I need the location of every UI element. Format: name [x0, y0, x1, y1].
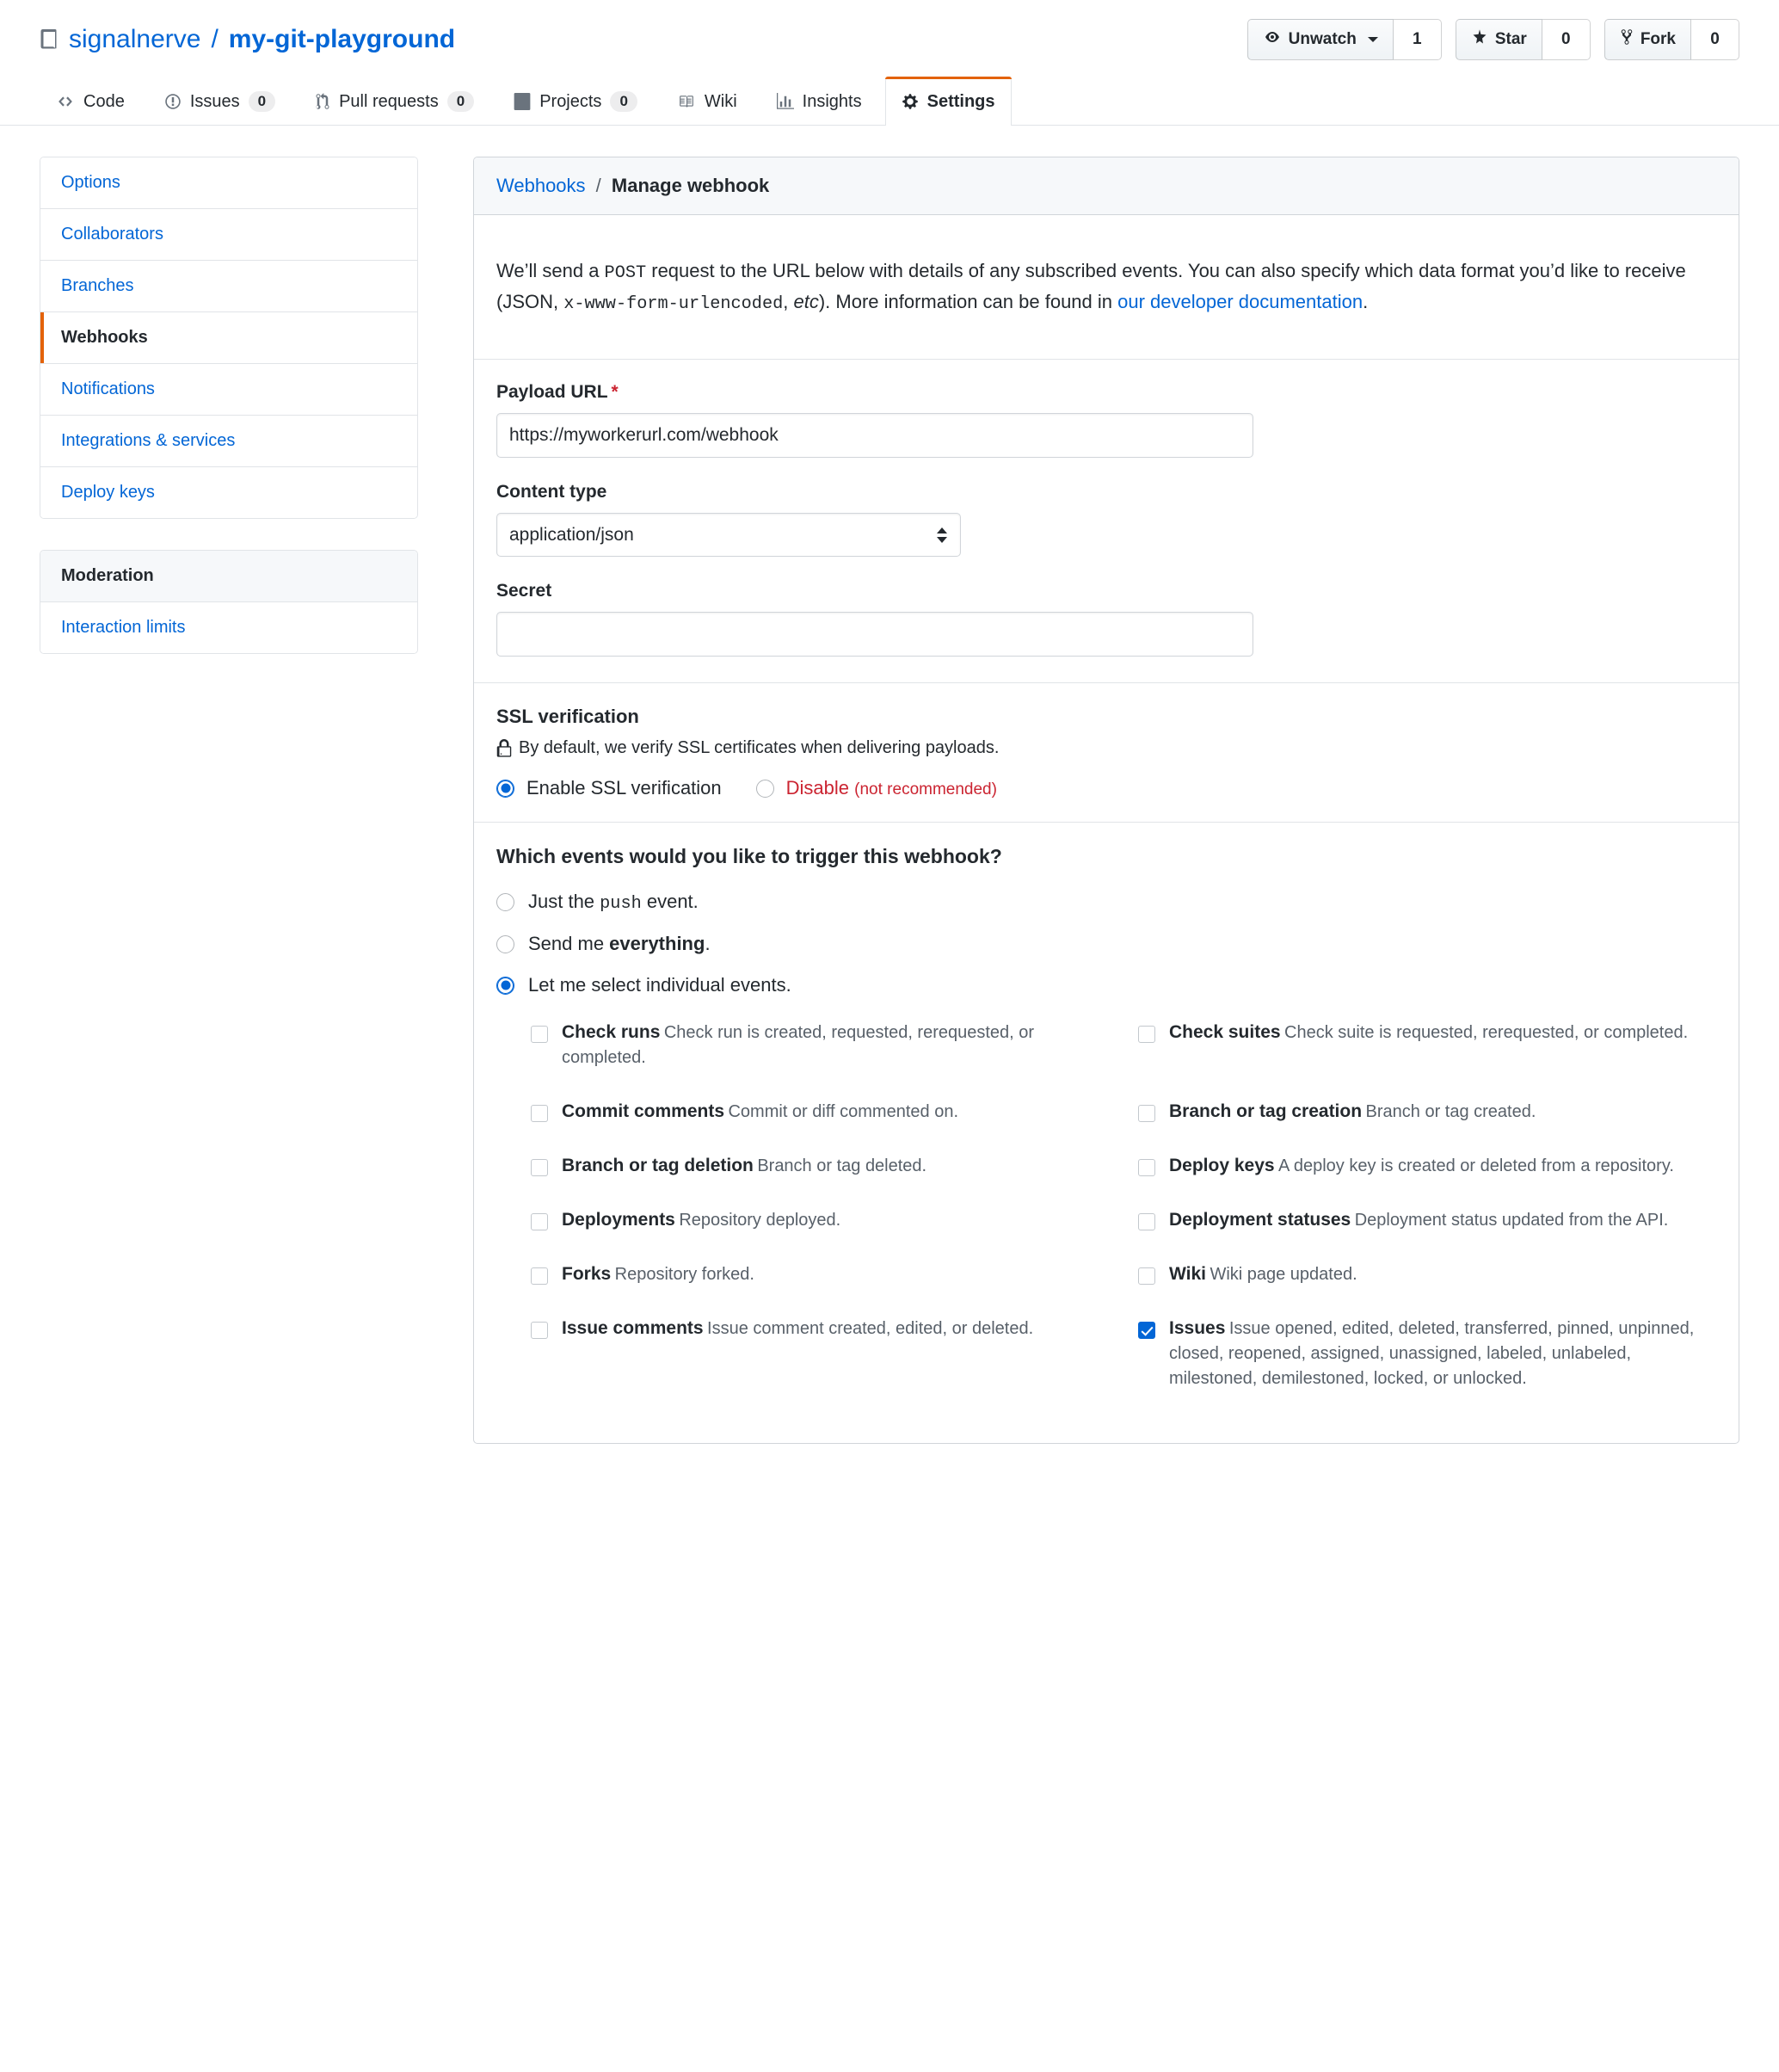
tab-insights[interactable] — [760, 77, 878, 126]
repo-actions — [1247, 19, 1739, 60]
tab-pull-requests[interactable] — [299, 77, 490, 126]
event-name: Check suites — [1169, 1022, 1281, 1043]
tab-issues[interactable] — [148, 77, 292, 126]
chevron-down-icon — [1368, 37, 1378, 42]
event-checkbox-deployment-statuses[interactable] — [1138, 1213, 1155, 1230]
event-desc: Branch or tag deleted. — [757, 1156, 927, 1176]
intro-part-1: We’ll send a — [496, 260, 605, 282]
event-checkbox-branch-or-tag-creation[interactable] — [1138, 1105, 1155, 1122]
repo-icon — [40, 28, 60, 51]
main-panel — [473, 157, 1739, 1444]
payload-url-field — [496, 382, 1716, 458]
gear-icon — [902, 93, 919, 110]
event-name: Deployment statuses — [1169, 1210, 1351, 1230]
book-icon — [677, 94, 696, 109]
events-section — [474, 823, 1739, 1443]
code-icon — [56, 94, 75, 109]
moderation-heading: Moderation — [40, 551, 417, 602]
event-item-commit-comments[interactable] — [531, 1100, 1109, 1154]
secret-label: Secret — [496, 581, 552, 601]
event-item-deployment-statuses[interactable] — [1138, 1208, 1716, 1262]
tab-settings[interactable] — [885, 77, 1012, 126]
event-text — [562, 1317, 1033, 1341]
event-item-check-suites[interactable] — [1138, 1021, 1716, 1100]
event-choice-individual-label: Let me select individual events. — [528, 974, 791, 996]
event-item-wiki[interactable] — [1138, 1262, 1716, 1317]
event-text — [562, 1100, 958, 1125]
event-desc: Issue comment created, edited, or deleted. — [707, 1319, 1034, 1339]
ssl-note-text: By default, we verify SSL certificates when delivering payloads. — [519, 738, 1000, 758]
content-type-select[interactable] — [496, 513, 961, 557]
repo-owner-link[interactable]: signalnerve — [69, 25, 201, 53]
webhook-box — [473, 157, 1739, 1444]
event-item-deployments[interactable] — [531, 1208, 1109, 1262]
payload-url-label-text: Payload URL — [496, 382, 608, 403]
event-choice-push-prefix: Just the — [528, 891, 600, 913]
tab-issues-count: 0 — [249, 91, 275, 112]
event-choice-everything[interactable] — [496, 933, 1716, 955]
intro-section — [474, 215, 1739, 360]
breadcrumb-separator: / — [595, 175, 601, 197]
event-name: Wiki — [1169, 1264, 1206, 1285]
event-text — [1169, 1021, 1688, 1045]
event-checkbox-wiki[interactable] — [1138, 1267, 1155, 1285]
event-checkbox-grid — [531, 1021, 1716, 1421]
sidebar-item-notifications[interactable]: Notifications — [40, 364, 417, 416]
event-name: Check runs — [562, 1022, 661, 1043]
ssl-radio-group — [496, 777, 1716, 799]
tab-projects-count: 0 — [610, 91, 637, 112]
event-desc: Repository forked. — [614, 1265, 754, 1285]
event-checkbox-branch-or-tag-deletion[interactable] — [531, 1159, 548, 1176]
content-type-field — [496, 482, 1716, 557]
breadcrumb-current: Manage webhook — [611, 175, 770, 197]
event-item-deploy-keys[interactable] — [1138, 1154, 1716, 1208]
secret-field — [496, 581, 1716, 657]
event-text — [562, 1262, 754, 1287]
event-choice-everything-radio[interactable] — [496, 935, 514, 953]
intro-part-4: ). More information can be found in — [818, 290, 1118, 312]
event-checkbox-issues[interactable] — [1138, 1322, 1155, 1339]
event-item-issue-comments[interactable] — [531, 1317, 1109, 1421]
ssl-note — [496, 738, 1716, 758]
event-choice-everything-prefix: Send me — [528, 933, 610, 955]
event-checkbox-check-runs[interactable] — [531, 1026, 548, 1043]
event-name: Issues — [1169, 1318, 1226, 1339]
sidebar-item-integrations-services[interactable]: Integrations & services — [40, 416, 417, 467]
lock-icon — [496, 739, 512, 758]
fork-button[interactable] — [1604, 19, 1691, 60]
event-name: Forks — [562, 1264, 612, 1285]
content-type-select-wrap — [496, 513, 961, 557]
repo-name-link[interactable]: my-git-playground — [228, 25, 456, 53]
event-desc: Branch or tag created. — [1365, 1102, 1536, 1122]
tab-pull-requests-count: 0 — [447, 91, 474, 112]
star-count: 0 — [1542, 19, 1591, 60]
event-choice-everything-label — [528, 933, 711, 955]
ssl-section-title: SSL verification — [496, 706, 639, 728]
intro-code-urlencoded: x-www-form-urlencoded — [563, 293, 784, 314]
ssl-disable-option[interactable] — [756, 777, 997, 799]
event-item-forks[interactable] — [531, 1262, 1109, 1317]
repo-header — [0, 0, 1779, 55]
event-choice-push[interactable] — [496, 891, 1716, 914]
tab-code-label: Code — [83, 92, 125, 112]
fork-button-group — [1604, 19, 1739, 60]
project-icon — [514, 93, 531, 110]
event-checkbox-deploy-keys[interactable] — [1138, 1159, 1155, 1176]
tab-wiki-label: Wiki — [704, 92, 737, 112]
ssl-disable-radio[interactable] — [756, 780, 774, 798]
sidebar-item-branches[interactable]: Branches — [40, 261, 417, 312]
intro-code-post: POST — [604, 263, 647, 284]
secret-input[interactable] — [496, 612, 1253, 657]
event-choice-push-radio[interactable] — [496, 893, 514, 911]
event-item-check-runs[interactable] — [531, 1021, 1109, 1100]
event-checkbox-deployments[interactable] — [531, 1213, 548, 1230]
ssl-disable-label: Disable — [785, 777, 850, 799]
event-desc: Commit or diff commented on. — [728, 1102, 958, 1122]
event-choice-individual[interactable] — [496, 974, 1716, 996]
event-desc: Check run is created, requested, rerequested, or completed. — [562, 1023, 1035, 1068]
intro-part-2: request to the URL below with details of any subscribed events. You can also specify which data format you’d like to receive (JSON, — [496, 260, 1686, 312]
payload-url-label — [496, 382, 1716, 403]
event-name: Commit comments — [562, 1101, 725, 1122]
payload-url-input[interactable] — [496, 413, 1253, 458]
sidebar-item-webhooks[interactable]: Webhooks — [40, 312, 417, 364]
repo-nav — [0, 76, 1779, 126]
event-item-branch-or-tag-deletion[interactable] — [531, 1154, 1109, 1208]
repo-title-separator: / — [211, 25, 219, 53]
event-checkbox-check-suites[interactable] — [1138, 1026, 1155, 1043]
tab-settings-label: Settings — [926, 92, 995, 112]
event-text — [562, 1208, 840, 1233]
star-button-group — [1456, 19, 1591, 60]
ssl-enable-label: Enable SSL verification — [526, 777, 722, 799]
intro-em-etc: etc — [793, 290, 819, 312]
event-checkbox-forks[interactable] — [531, 1267, 548, 1285]
content-type-label: Content type — [496, 482, 607, 503]
event-desc: Deployment status updated from the API. — [1354, 1211, 1669, 1230]
tab-pull-requests-label: Pull requests — [339, 92, 439, 112]
event-choice-push-label — [528, 891, 699, 914]
tab-insights-label: Insights — [802, 92, 862, 112]
developer-documentation-link[interactable]: our developer documentation — [1117, 290, 1363, 312]
event-choice-individual-radio[interactable] — [496, 977, 514, 995]
event-desc: Check suite is requested, rerequested, or completed. — [1284, 1023, 1689, 1043]
watch-button-group — [1247, 19, 1442, 60]
sidebar-item-options[interactable]: Options — [40, 157, 417, 209]
tab-projects[interactable] — [497, 77, 654, 126]
event-text — [1169, 1154, 1674, 1179]
ssl-enable-radio[interactable] — [496, 780, 514, 798]
star-button[interactable] — [1456, 19, 1542, 60]
intro-text — [496, 256, 1701, 318]
sidebar-item-interaction-limits[interactable]: Interaction limits — [40, 602, 417, 653]
webhook-fields-section — [474, 360, 1739, 683]
event-desc: Wiki page updated. — [1210, 1265, 1357, 1285]
event-item-branch-or-tag-creation[interactable] — [1138, 1100, 1716, 1154]
event-text — [1169, 1100, 1536, 1125]
event-name: Deployments — [562, 1210, 675, 1230]
required-marker: * — [611, 382, 619, 403]
event-name: Issue comments — [562, 1318, 704, 1339]
issue-opened-icon — [164, 93, 182, 110]
event-name: Branch or tag deletion — [562, 1156, 754, 1176]
event-desc: Issue opened, edited, deleted, transferred, pinned, unpinned, closed, reopened, assigned, unassigned, labeled, unlabeled, milestoned, demilestoned, locked, or unlocked. — [1169, 1319, 1695, 1389]
star-label: Star — [1494, 30, 1527, 48]
events-question: Which events would you like to trigger this webhook? — [496, 845, 1002, 868]
watch-count: 1 — [1394, 19, 1442, 60]
sidebar-item-collaborators[interactable]: Collaborators — [40, 209, 417, 261]
settings-sidebar — [40, 157, 418, 654]
tab-projects-label: Projects — [539, 92, 602, 112]
intro-part-5: . — [1363, 290, 1369, 312]
ssl-disable-label-wrap — [786, 777, 997, 799]
moderation-menu — [40, 550, 418, 654]
event-text — [1169, 1317, 1716, 1391]
event-checkbox-issue-comments[interactable] — [531, 1322, 548, 1339]
fork-count: 0 — [1691, 19, 1739, 60]
content-wrapper — [0, 126, 1779, 1444]
intro-part-3: , — [783, 290, 794, 312]
event-text — [1169, 1208, 1668, 1233]
star-icon — [1471, 28, 1488, 51]
event-checkbox-commit-comments[interactable] — [531, 1105, 548, 1122]
tab-issues-label: Issues — [189, 92, 240, 112]
graph-icon — [777, 93, 794, 110]
event-name: Branch or tag creation — [1169, 1101, 1363, 1122]
event-choice-push-code: push — [600, 894, 642, 915]
event-text — [562, 1021, 1109, 1070]
sidebar-item-deploy-keys[interactable]: Deploy keys — [40, 467, 417, 518]
event-choice-everything-strong: everything — [609, 933, 705, 955]
event-text — [562, 1154, 926, 1179]
event-desc: Repository deployed. — [679, 1211, 841, 1230]
settings-menu — [40, 157, 418, 519]
event-choice-push-suffix: event. — [641, 891, 699, 913]
tab-wiki[interactable] — [661, 77, 754, 126]
ssl-enable-option[interactable] — [496, 777, 722, 799]
unwatch-button[interactable] — [1247, 19, 1394, 60]
event-item-issues[interactable] — [1138, 1317, 1716, 1421]
tab-code[interactable] — [40, 77, 141, 126]
breadcrumb — [474, 157, 1739, 215]
fork-icon — [1620, 28, 1634, 51]
fork-label: Fork — [1640, 30, 1676, 48]
ssl-disable-hint: (not recommended) — [854, 780, 997, 799]
ssl-verification-section — [474, 683, 1739, 823]
event-text — [1169, 1262, 1357, 1287]
eye-icon — [1263, 30, 1282, 49]
event-name: Deploy keys — [1169, 1156, 1275, 1176]
event-choice-everything-suffix: . — [705, 933, 711, 955]
breadcrumb-webhooks-link[interactable]: Webhooks — [496, 175, 586, 197]
unwatch-label: Unwatch — [1288, 30, 1357, 48]
git-pull-request-icon — [315, 93, 330, 110]
event-desc: A deploy key is created or deleted from a repository. — [1278, 1156, 1674, 1176]
